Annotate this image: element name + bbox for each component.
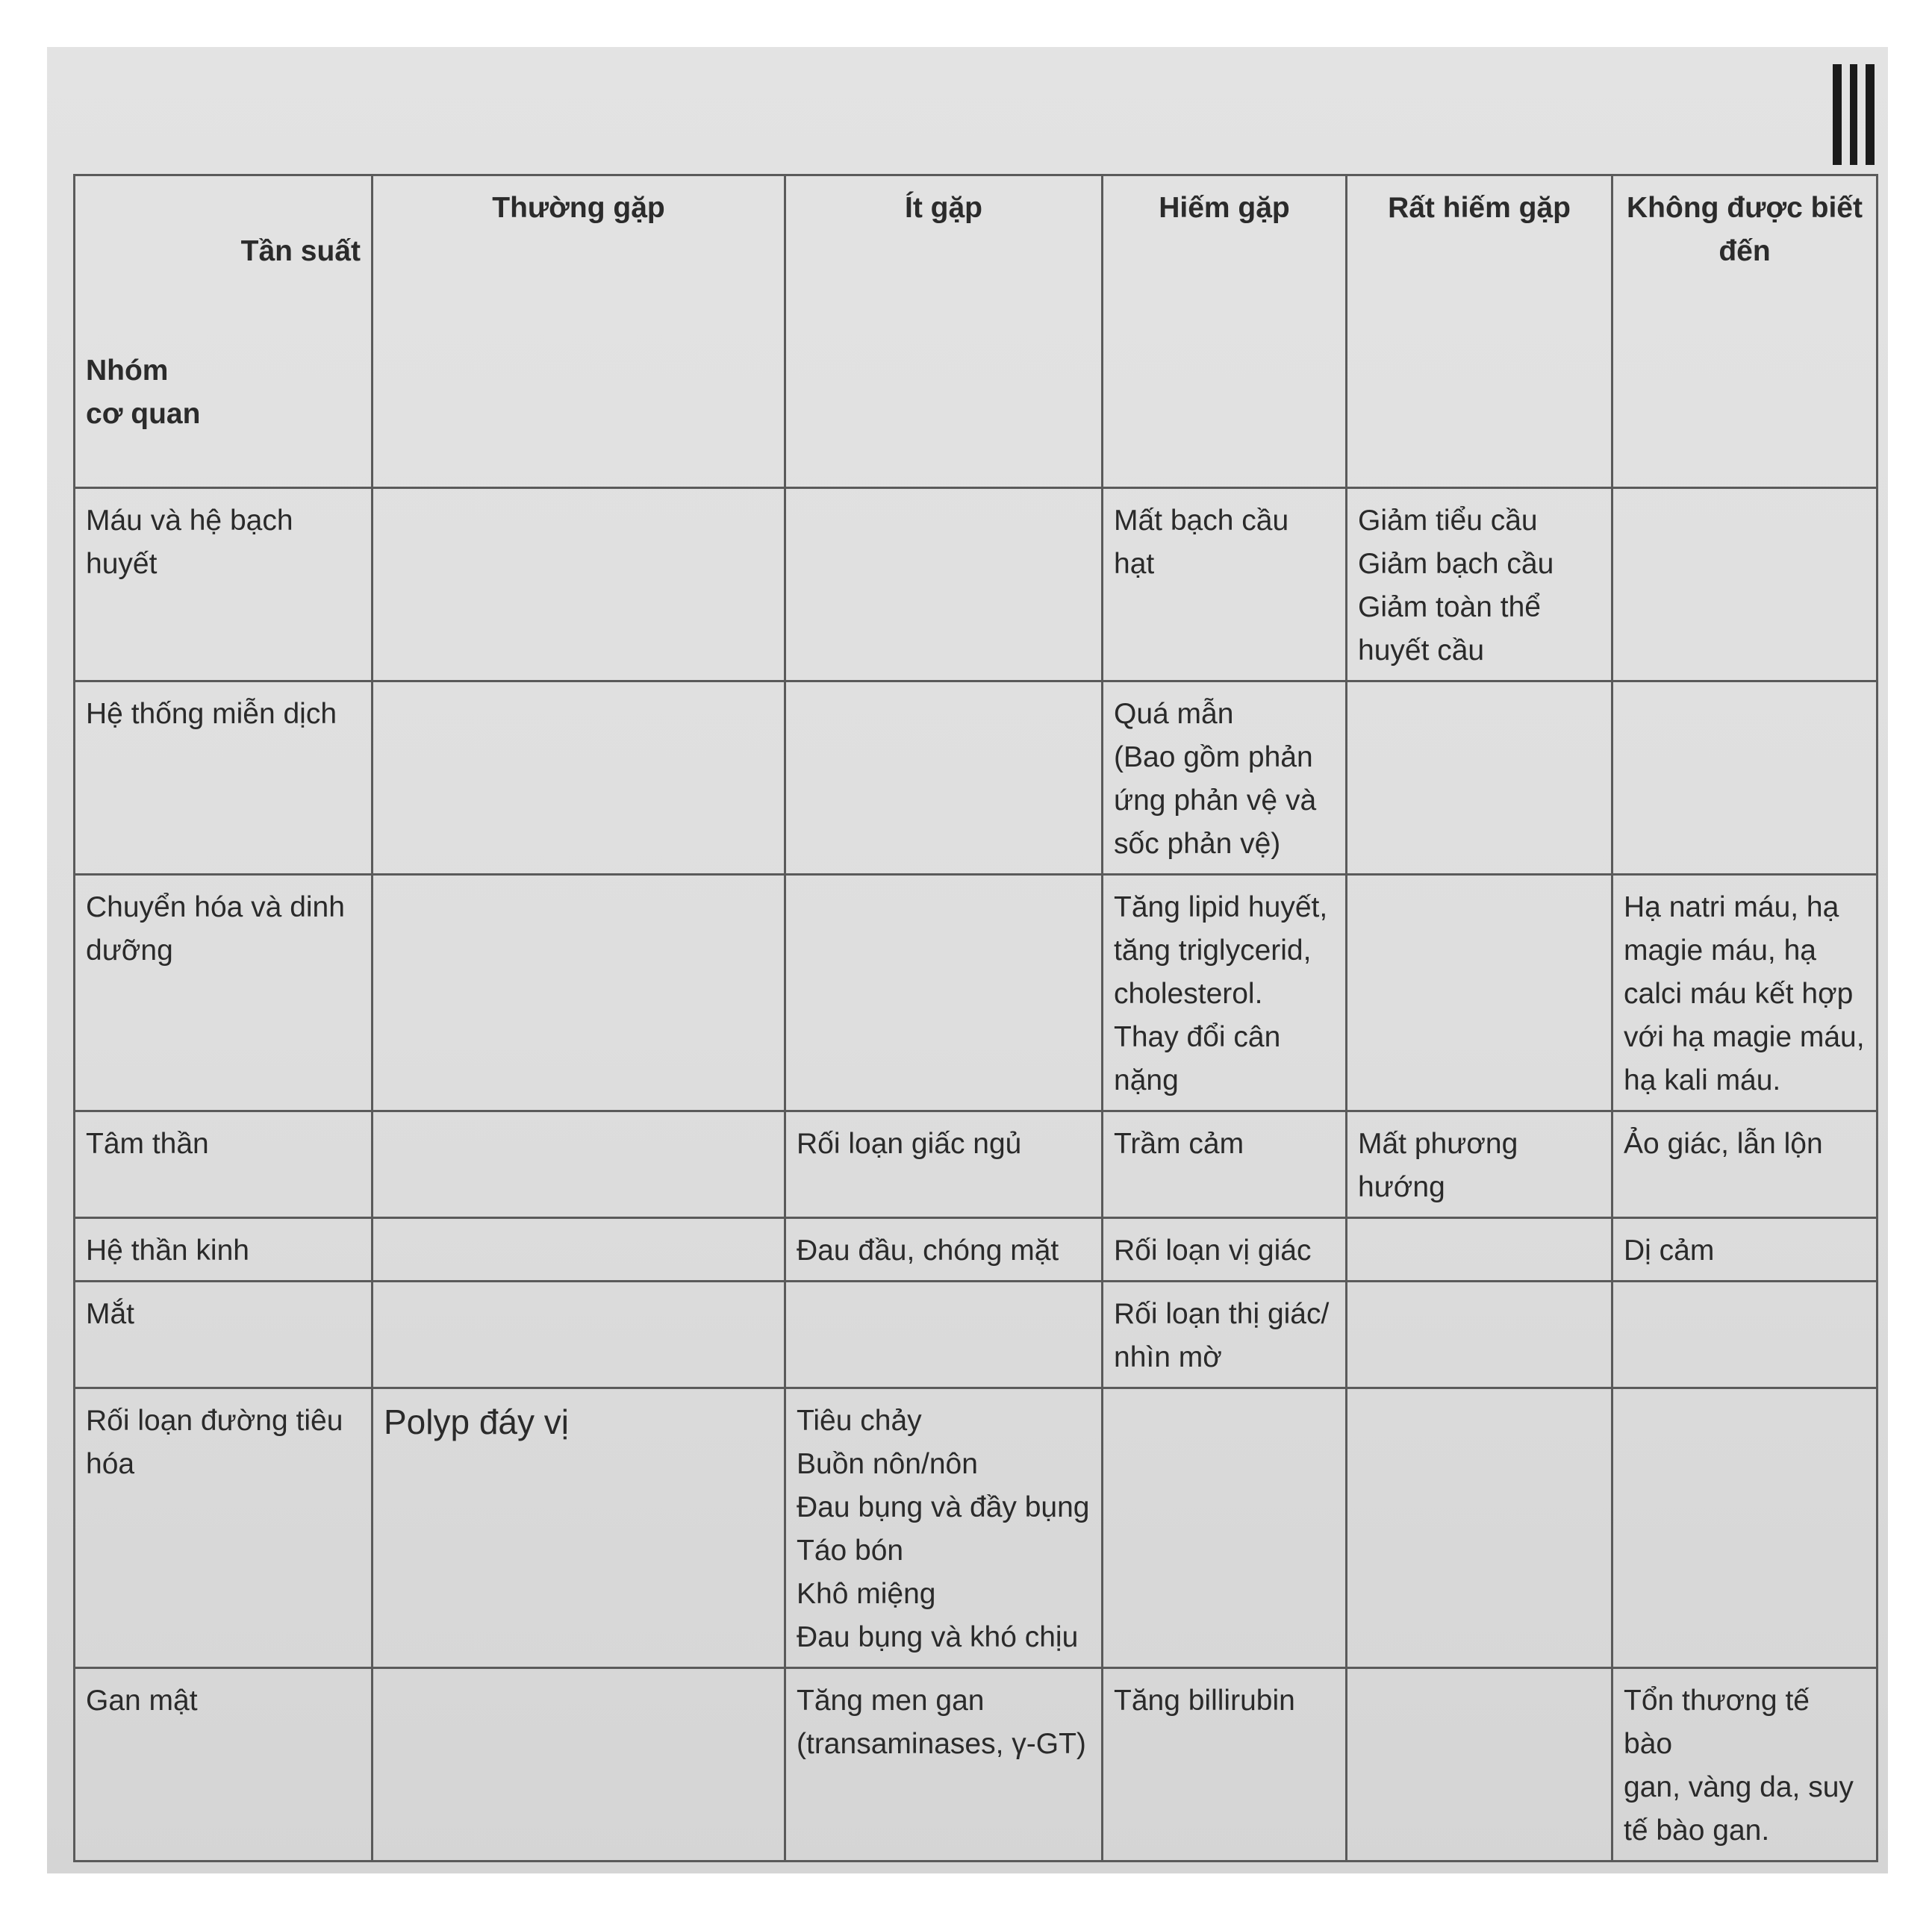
table-cell — [1347, 875, 1612, 1111]
organ-group-cell: Rối loạn đường tiêu hóa — [75, 1388, 373, 1668]
table-cell — [373, 488, 785, 681]
header-row — [75, 175, 1878, 488]
table-cell — [373, 1668, 785, 1862]
table-cell — [785, 1282, 1103, 1388]
organ-group-cell: Chuyển hóa và dinh dưỡng — [75, 875, 373, 1111]
side-effects-table — [73, 174, 1878, 1862]
header-uncommon: Ít gặp — [785, 175, 1103, 488]
table-cell — [1103, 1388, 1347, 1668]
corner-header-cell — [75, 175, 373, 488]
table-cell: Tiêu chảy Buồn nôn/nôn Đau bụng và đầy bụng Táo bón Khô miệng Đau bụng và khó chịu — [785, 1388, 1103, 1668]
table-cell — [1347, 1388, 1612, 1668]
table-row — [75, 488, 1878, 681]
table-cell: Giảm tiểu cầu Giảm bạch cầu Giảm toàn thể huyết cầu — [1347, 488, 1612, 681]
organ-group-cell: Mắt — [75, 1282, 373, 1388]
table-cell — [785, 488, 1103, 681]
table-cell: Dị cảm — [1612, 1218, 1878, 1282]
table-row — [75, 1282, 1878, 1388]
header-unknown: Không được biết đến — [1612, 175, 1878, 488]
organ-group-cell: Hệ thống miễn dịch — [75, 681, 373, 875]
table-cell: Tăng billirubin — [1103, 1668, 1347, 1862]
table-cell — [1347, 1282, 1612, 1388]
table-cell: Tăng lipid huyết, tăng triglycerid, cholesterol. Thay đổi cân nặng — [1103, 875, 1347, 1111]
table-row — [75, 1218, 1878, 1282]
table-cell — [373, 1218, 785, 1282]
organ-group-label: Nhóm cơ quan — [86, 355, 201, 430]
table-cell — [1347, 1218, 1612, 1282]
organ-group-cell: Tâm thần — [75, 1111, 373, 1218]
table-cell: Đau đầu, chóng mặt — [785, 1218, 1103, 1282]
table-row — [75, 681, 1878, 875]
table-row — [75, 1111, 1878, 1218]
table-cell: Tăng men gan (transaminases, γ-GT) — [785, 1668, 1103, 1862]
table-cell — [785, 681, 1103, 875]
header-very-rare: Rất hiếm gặp — [1347, 175, 1612, 488]
table-cell: Hạ natri máu, hạ magie máu, hạ calci máu kết hợp với hạ magie máu, hạ kali máu. — [1612, 875, 1878, 1111]
bar-mark — [1833, 64, 1842, 165]
table-cell — [373, 1282, 785, 1388]
bar-mark — [1850, 64, 1857, 165]
bar-mark — [1866, 64, 1875, 165]
frequency-label: Tần suất — [240, 235, 361, 267]
table-cell: Rối loạn giấc ngủ — [785, 1111, 1103, 1218]
table-cell — [373, 875, 785, 1111]
table-cell — [1347, 1668, 1612, 1862]
header-rare: Hiếm gặp — [1103, 175, 1347, 488]
table-cell: Mất bạch cầu hạt — [1103, 488, 1347, 681]
table-cell — [1612, 488, 1878, 681]
table-cell — [1612, 681, 1878, 875]
table-row — [75, 1388, 1878, 1668]
table-cell — [373, 1111, 785, 1218]
side-effects-table-container — [73, 174, 1876, 1862]
table-cell: Quá mẫn (Bao gồm phản ứng phản vệ và sốc phản vệ) — [1103, 681, 1347, 875]
table-cell: Ảo giác, lẫn lộn — [1612, 1111, 1878, 1218]
table-cell — [785, 875, 1103, 1111]
table-cell — [1612, 1282, 1878, 1388]
table-row — [75, 875, 1878, 1111]
table-cell: Rối loạn vị giác — [1103, 1218, 1347, 1282]
barcode-marks — [1833, 64, 1882, 165]
table-cell — [1347, 681, 1612, 875]
table-cell: Tổn thương tế bào gan, vàng da, suy tế bào gan. — [1612, 1668, 1878, 1862]
table-cell: Mất phương hướng — [1347, 1111, 1612, 1218]
table-row — [75, 1668, 1878, 1862]
table-cell — [373, 681, 785, 875]
header-common: Thường gặp — [373, 175, 785, 488]
table-cell — [1612, 1388, 1878, 1668]
table-cell: Trầm cảm — [1103, 1111, 1347, 1218]
document-page — [47, 47, 1888, 1873]
organ-group-cell: Hệ thần kinh — [75, 1218, 373, 1282]
organ-group-cell: Gan mật — [75, 1668, 373, 1862]
organ-group-cell: Máu và hệ bạch huyết — [75, 488, 373, 681]
table-cell: Polyp đáy vị — [373, 1388, 785, 1668]
table-cell: Rối loạn thị giác/ nhìn mờ — [1103, 1282, 1347, 1388]
